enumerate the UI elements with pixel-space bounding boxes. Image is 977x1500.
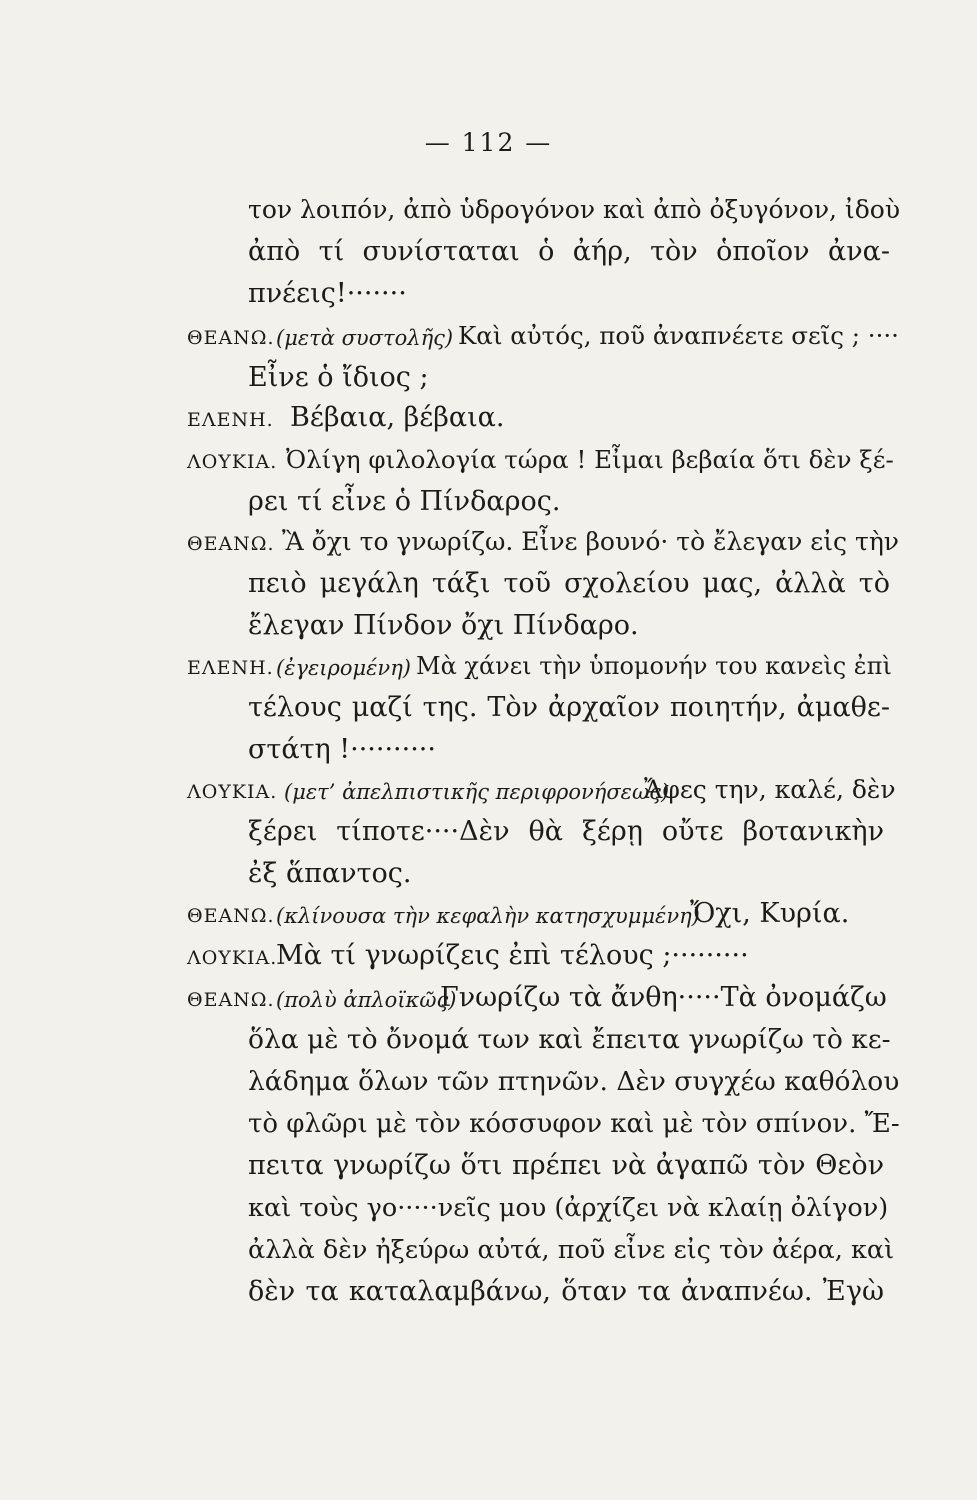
text-line: Εἶνε ὁ ἴδιος ; [248, 362, 429, 393]
text-line: πειὸ μεγάλη τάξι τοῦ σχολείου μας, ἀλλὰ τὸ [248, 568, 890, 599]
text-line: ρει τί εἶνε ὁ Πίνδαρος. [248, 486, 561, 517]
speaker-name: ΛΟΥΚΙΑ. [187, 947, 278, 969]
stage-direction: (κλίνουσα τὴν κεφαλὴν κατησχυμμένη) [276, 904, 700, 928]
text-line: ξέρει τίποτε····Δὲν θὰ ξέρῃ οὔτε βοτανικὴν [248, 816, 884, 847]
text-line: ὅλα μὲ τὸ ὄνομά των καὶ ἔπειτα γνωρίζω τὸ κε- [248, 1024, 891, 1055]
text-line: τέλους μαζί της. Τὸν ἀρχαῖον ποιητήν, ἀμαθε- [248, 692, 890, 723]
text-line: στάτη !·········· [248, 734, 436, 765]
text-line: δὲν τα καταλαμβάνω, ὅταν τα ἀναπνέω. Ἐγὼ [248, 1276, 884, 1307]
text-line: Ὀλίγη φιλολογία τώρα ! Εἶμαι βεβαία ὅτι δὲν ξέ- [286, 445, 894, 474]
speaker-name: ΘΕΑΝΩ. [187, 905, 275, 927]
text-line: Γνωρίζω τὰ ἄνθη·····Τὰ ὀνομάζω [440, 982, 887, 1013]
stage-direction: (μετ’ ἀπελπιστικῆς περιφρονήσεως) [284, 780, 670, 804]
text-line: πνέεις!······· [248, 278, 407, 309]
text-line: Μὰ χάνει τὴν ὑπομονήν του κανεὶς ἐπὶ [416, 652, 892, 680]
text-line: Ἂ ὄχι το γνωρίζω. Εἶνε βουνό· τὸ ἔλεγαν εἰς τὴν [282, 527, 900, 556]
text-line: ἀλλὰ δὲν ἠξεύρω αὐτά, ποῦ εἶνε εἰς τὸν ἀέρα, καὶ [248, 1235, 895, 1265]
speaker-name: ΘΕΑΝΩ. [187, 989, 275, 1011]
text-line: Καὶ αὐτός, ποῦ ἀναπνέετε σεῖς ; ···· [458, 321, 899, 350]
text-line: Ἄφες την, καλέ, δὲν [644, 775, 896, 804]
stage-direction: (ἐγειρομένη) [276, 656, 411, 680]
speaker-name: ΛΟΥΚΙΑ. [187, 451, 278, 473]
text-line: τον λοιπόν, ἀπὸ ὑδρογόνον καὶ ἀπὸ ὀξυγόνον, ἰδοὺ [248, 195, 901, 224]
text-line: καὶ τοὺς γο·····νεῖς μου (ἀρχίζει νὰ κλαίῃ ὀλίγον) [248, 1193, 889, 1223]
speaker-name: ΕΛΕΝΗ. [187, 657, 274, 679]
text-line: ἐξ ἅπαντος. [248, 858, 412, 889]
text-line: ἔλεγαν Πίνδον ὄχι Πίνδαρο. [248, 610, 639, 641]
stage-direction: (πολὺ ἀπλοϊκῶς) [276, 988, 457, 1012]
text-line: Βέβαια, βέβαια. [290, 402, 505, 433]
text-line: τὸ φλῶρι μὲ τὸν κόσσυφον καὶ μὲ τὸν σπίνον. Ἔ- [248, 1109, 900, 1139]
stage-direction: (μετὰ συστολῆς) [276, 326, 454, 350]
text-line: Μὰ τί γνωρίζεις ἐπὶ τέλους ;········· [276, 940, 749, 971]
text-line: ἀπὸ τί συνίσταται ὁ ἀήρ, τὸν ὁποῖον ἀνα- [248, 236, 890, 267]
speaker-name: ΛΟΥΚΙΑ. [187, 781, 278, 803]
speaker-name: ΘΕΑΝΩ. [187, 327, 275, 349]
speaker-name: ΕΛΕΝΗ. [187, 409, 274, 431]
text-line: λάδημα ὅλων τῶν πτηνῶν. Δὲν συγχέω καθόλου [248, 1066, 900, 1097]
page-number: — 112 — [424, 128, 553, 157]
speaker-name: ΘΕΑΝΩ. [187, 533, 275, 555]
text-line: πειτα γνωρίζω ὅτι πρέπει νὰ ἀγαπῶ τὸν Θεὸν [248, 1150, 884, 1181]
text-line: Ὄχι, Κυρία. [690, 898, 850, 929]
